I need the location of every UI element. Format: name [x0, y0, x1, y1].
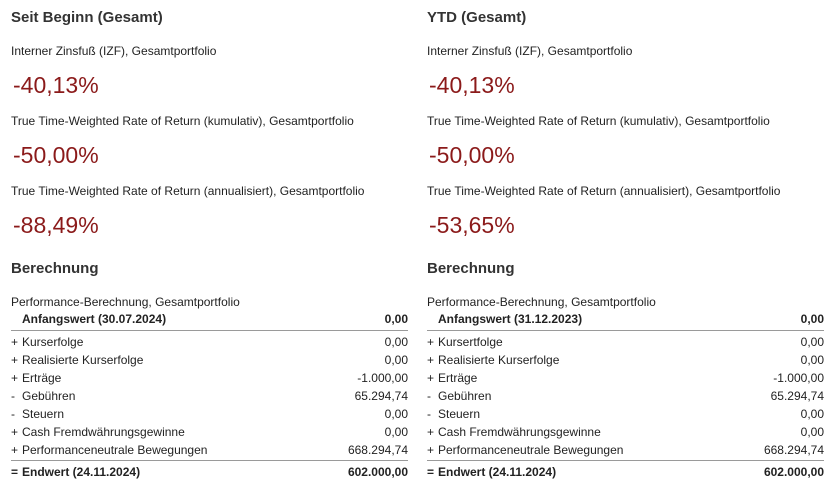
calc-row-steuern [11, 407, 408, 425]
row-value: 0,00 [800, 312, 824, 326]
row-sign: = [11, 465, 19, 479]
row-label: Steuern [22, 407, 65, 421]
row-value: 668.294,74 [347, 443, 408, 457]
calc-row-kurserfolge [427, 335, 824, 353]
divider [427, 460, 824, 461]
section-title: Seit Beginn (Gesamt) [11, 9, 163, 26]
calc-row-realisierte-kurserfolge [11, 353, 408, 371]
row-label: Performanceneutrale Bewegungen [22, 443, 208, 457]
calc-row-ertraege [11, 371, 408, 389]
row-sign: + [11, 335, 19, 349]
row-sign: + [427, 443, 435, 457]
metric-label-ttwror-cumulative: True Time-Weighted Rate of Return (kumulativ), Gesamtportfolio [427, 114, 770, 128]
row-label: Endwert (24.11.2024) [22, 465, 141, 479]
metric-label-irr: Interner Zinsfuß (IZF), Gesamtportfolio [11, 44, 217, 58]
calc-row-steuern [427, 407, 824, 425]
row-label: Steuern [438, 407, 481, 421]
metric-value-ttwror-cumulative: -50,00% [429, 142, 515, 168]
calc-row-gebuehren [427, 389, 824, 407]
calculation-title: Performance-Berechnung, Gesamtportfolio [11, 295, 240, 309]
metric-value-irr: -40,13% [13, 72, 99, 98]
row-sign: + [427, 371, 435, 385]
calculation-title: Performance-Berechnung, Gesamtportfolio [427, 295, 656, 309]
row-sign: + [427, 425, 435, 439]
row-value: 0,00 [384, 335, 408, 349]
row-label: Erträge [22, 371, 62, 385]
row-value: 0,00 [384, 407, 408, 421]
row-value: 65.294,74 [354, 389, 408, 403]
end-value-row [11, 465, 408, 483]
row-value: 0,00 [800, 335, 824, 349]
calc-row-performance-neutral [11, 443, 408, 461]
calculation-heading: Berechnung [11, 260, 99, 277]
row-label: Cash Fremdwährungsgewinne [22, 425, 185, 439]
row-label: Gebühren [22, 389, 76, 403]
row-sign: - [11, 389, 15, 403]
row-sign: + [11, 443, 19, 457]
metric-label-ttwror-annualized: True Time-Weighted Rate of Return (annualisiert), Gesamtportfolio [11, 184, 365, 198]
row-value: 0,00 [384, 312, 408, 326]
metric-value-irr: -40,13% [429, 72, 515, 98]
row-value: 602.000,00 [347, 465, 408, 479]
row-label: Anfangswert (31.12.2023) [438, 312, 583, 326]
row-sign: - [427, 389, 431, 403]
metric-label-irr: Interner Zinsfuß (IZF), Gesamtportfolio [427, 44, 633, 58]
row-label: Erträge [438, 371, 478, 385]
calc-row-kurserfolge [11, 335, 408, 353]
row-label: Kurserfolge [22, 335, 84, 349]
calc-row-cash-fx-gains [11, 425, 408, 443]
row-value: 65.294,74 [770, 389, 824, 403]
row-sign: - [11, 407, 15, 421]
metric-value-ttwror-cumulative: -50,00% [13, 142, 99, 168]
metric-value-ttwror-annualized: -53,65% [429, 212, 515, 238]
metric-label-ttwror-cumulative: True Time-Weighted Rate of Return (kumulativ), Gesamtportfolio [11, 114, 354, 128]
calculation-heading: Berechnung [427, 260, 515, 277]
row-value: -1.000,00 [773, 371, 824, 385]
row-sign: + [427, 353, 435, 367]
row-label: Anfangswert (30.07.2024) [22, 312, 167, 326]
start-value-row [427, 312, 824, 330]
end-value-row [427, 465, 824, 483]
row-label: Gebühren [438, 389, 492, 403]
row-sign: = [427, 465, 435, 479]
section-title: YTD (Gesamt) [427, 9, 527, 26]
row-sign: + [11, 353, 19, 367]
divider [427, 330, 824, 331]
row-sign: + [11, 371, 19, 385]
row-value: 668.294,74 [763, 443, 824, 457]
calc-row-cash-fx-gains [427, 425, 824, 443]
row-value: 0,00 [800, 353, 824, 367]
row-label: Performanceneutrale Bewegungen [438, 443, 624, 457]
calc-row-ertraege [427, 371, 824, 389]
row-value: -1.000,00 [357, 371, 408, 385]
divider [11, 330, 408, 331]
row-label: Endwert (24.11.2024) [438, 465, 557, 479]
metric-value-ttwror-annualized: -88,49% [13, 212, 99, 238]
row-sign: + [427, 335, 435, 349]
row-value: 0,00 [800, 425, 824, 439]
row-value: 602.000,00 [763, 465, 824, 479]
start-value-row [11, 312, 408, 330]
metric-label-ttwror-annualized: True Time-Weighted Rate of Return (annualisiert), Gesamtportfolio [427, 184, 781, 198]
row-label: Cash Fremdwährungsgewinne [438, 425, 601, 439]
row-value: 0,00 [800, 407, 824, 421]
calc-row-realisierte-kurserfolge [427, 353, 824, 371]
row-label: Kursertfolge [438, 335, 503, 349]
row-label: Realisierte Kurserfolge [438, 353, 560, 367]
calc-row-gebuehren [11, 389, 408, 407]
row-sign: + [11, 425, 19, 439]
row-sign: - [427, 407, 431, 421]
row-value: 0,00 [384, 353, 408, 367]
row-label: Realisierte Kurserfolge [22, 353, 144, 367]
row-value: 0,00 [384, 425, 408, 439]
calc-row-performance-neutral [427, 443, 824, 461]
divider [11, 460, 408, 461]
